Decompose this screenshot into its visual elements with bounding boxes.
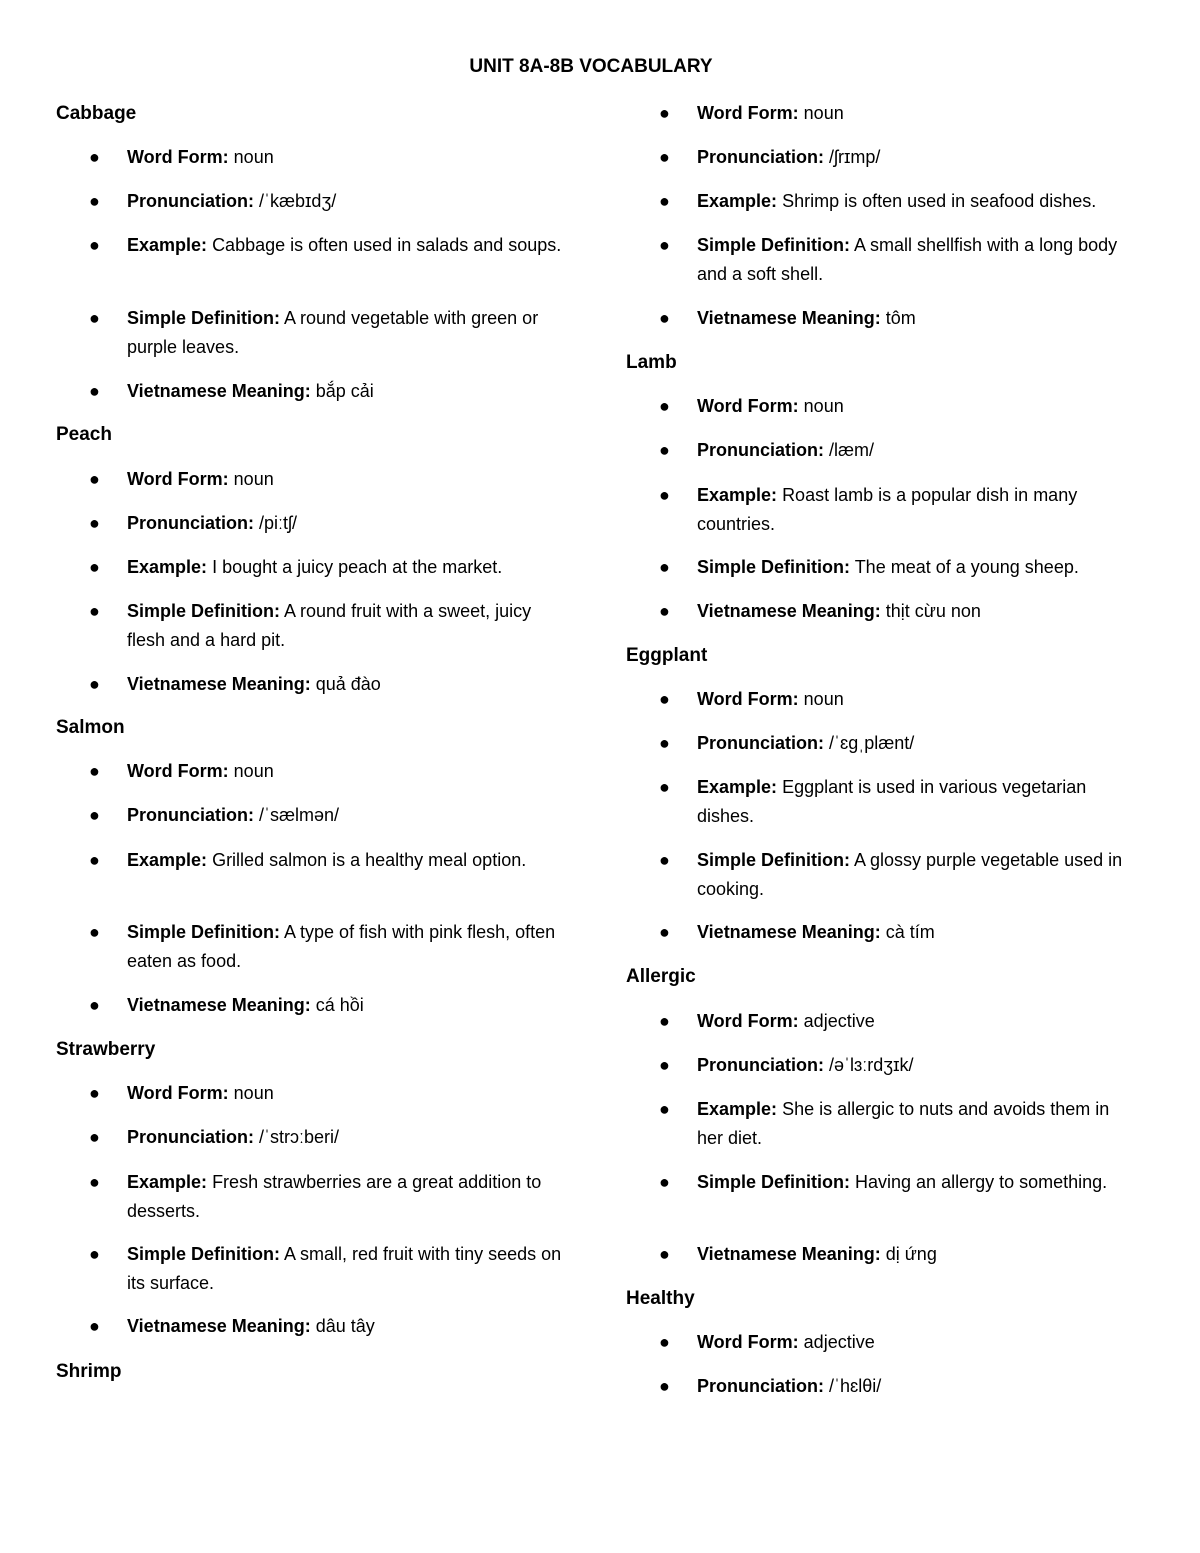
peach-word-form: ● Word Form: noun: [127, 465, 567, 494]
strawberry-example: ● Example: Fresh strawberries are a great addition to desserts.: [127, 1168, 567, 1226]
word-heading-healthy: Healthy: [626, 1288, 695, 1309]
bullet-icon: ●: [659, 485, 670, 505]
lamb-definition: ● Simple Definition: The meat of a young sheep.: [697, 553, 1137, 582]
bullet-icon: ●: [659, 557, 670, 577]
eggplant-definition: ● Simple Definition: A glossy purple vegetable used in cooking.: [697, 846, 1137, 904]
bullet-icon: ●: [659, 1376, 670, 1396]
shrimp-vietnamese: ● Vietnamese Meaning: tôm: [697, 304, 1137, 333]
lamb-word-form: ● Word Form: noun: [697, 392, 1137, 421]
eggplant-vietnamese: ● Vietnamese Meaning: cà tím: [697, 918, 1137, 947]
word-heading-peach: Peach: [56, 424, 112, 445]
lamb-pronunciation: ● Pronunciation: /læm/: [697, 436, 1137, 465]
bullet-icon: ●: [659, 1099, 670, 1119]
allergic-pronunciation: ● Pronunciation: /əˈlɜːrdʒɪk/: [697, 1051, 1137, 1080]
allergic-example: ● Example: She is allergic to nuts and avoids them in her diet.: [697, 1095, 1137, 1153]
bullet-icon: ●: [89, 601, 100, 621]
bullet-icon: ●: [659, 235, 670, 255]
bullet-icon: ●: [89, 557, 100, 577]
cabbage-word-form: ● Word Form: noun: [127, 143, 567, 172]
cabbage-example: ● Example: Cabbage is often used in salads and soups.: [127, 231, 567, 260]
bullet-icon: ●: [89, 805, 100, 825]
salmon-example: ● Example: Grilled salmon is a healthy meal option.: [127, 846, 567, 875]
bullet-icon: ●: [659, 440, 670, 460]
bullet-icon: ●: [89, 674, 100, 694]
eggplant-word-form: ● Word Form: noun: [697, 685, 1137, 714]
lamb-example: ● Example: Roast lamb is a popular dish in many countries.: [697, 481, 1137, 539]
bullet-icon: ●: [89, 1244, 100, 1264]
salmon-definition: ● Simple Definition: A type of fish with pink flesh, often eaten as food.: [127, 918, 567, 976]
bullet-icon: ●: [659, 396, 670, 416]
bullet-icon: ●: [89, 381, 100, 401]
page-title: UNIT 8A-8B VOCABULARY: [469, 56, 713, 77]
bullet-icon: ●: [659, 308, 670, 328]
word-heading-eggplant: Eggplant: [626, 645, 708, 666]
cabbage-vietnamese: ● Vietnamese Meaning: bắp cải: [127, 377, 567, 406]
healthy-pronunciation: ● Pronunciation: /ˈhɛlθi/: [697, 1372, 1137, 1401]
shrimp-example: ● Example: Shrimp is often used in seafood dishes.: [697, 187, 1137, 216]
lamb-vietnamese: ● Vietnamese Meaning: thịt cừu non: [697, 597, 1137, 626]
word-heading-lamb: Lamb: [626, 352, 677, 373]
bullet-icon: ●: [659, 1055, 670, 1075]
bullet-icon: ●: [659, 733, 670, 753]
word-heading-salmon: Salmon: [56, 717, 125, 738]
peach-definition: ● Simple Definition: A round fruit with a sweet, juicy flesh and a hard pit.: [127, 597, 567, 655]
word-heading-allergic: Allergic: [626, 966, 696, 987]
bullet-icon: ●: [659, 191, 670, 211]
bullet-icon: ●: [89, 1316, 100, 1336]
bullet-icon: ●: [89, 308, 100, 328]
bullet-icon: ●: [89, 761, 100, 781]
bullet-icon: ●: [659, 147, 670, 167]
peach-vietnamese: ● Vietnamese Meaning: quả đào: [127, 670, 567, 699]
allergic-word-form: ● Word Form: adjective: [697, 1007, 1137, 1036]
word-heading-shrimp: Shrimp: [56, 1361, 122, 1382]
shrimp-word-form: ● Word Form: noun: [697, 99, 1137, 128]
cabbage-definition: ● Simple Definition: A round vegetable with green or purple leaves.: [127, 304, 567, 362]
word-heading-cabbage: Cabbage: [56, 103, 137, 124]
bullet-icon: ●: [659, 1244, 670, 1264]
peach-pronunciation: ● Pronunciation: /piːtʃ/: [127, 509, 567, 538]
strawberry-pronunciation: ● Pronunciation: /ˈstrɔːberi/: [127, 1123, 567, 1152]
bullet-icon: ●: [89, 922, 100, 942]
bullet-icon: ●: [89, 147, 100, 167]
peach-example: ● Example: I bought a juicy peach at the market.: [127, 553, 567, 582]
shrimp-definition: ● Simple Definition: A small shellfish with a long body and a soft shell.: [697, 231, 1137, 289]
bullet-icon: ●: [659, 689, 670, 709]
bullet-icon: ●: [659, 1332, 670, 1352]
bullet-icon: ●: [659, 850, 670, 870]
bullet-icon: ●: [89, 1083, 100, 1103]
strawberry-word-form: ● Word Form: noun: [127, 1079, 567, 1108]
salmon-vietnamese: ● Vietnamese Meaning: cá hồi: [127, 991, 567, 1020]
bullet-icon: ●: [89, 513, 100, 533]
bullet-icon: ●: [659, 922, 670, 942]
shrimp-pronunciation: ● Pronunciation: /ʃrɪmp/: [697, 143, 1137, 172]
word-heading-strawberry: Strawberry: [56, 1039, 156, 1060]
bullet-icon: ●: [89, 1172, 100, 1192]
bullet-icon: ●: [89, 995, 100, 1015]
healthy-word-form: ● Word Form: adjective: [697, 1328, 1137, 1357]
bullet-icon: ●: [89, 191, 100, 211]
strawberry-vietnamese: ● Vietnamese Meaning: dâu tây: [127, 1312, 567, 1341]
salmon-pronunciation: ● Pronunciation: /ˈsælmən/: [127, 801, 567, 830]
bullet-icon: ●: [659, 777, 670, 797]
allergic-vietnamese: ● Vietnamese Meaning: dị ứng: [697, 1240, 1137, 1269]
cabbage-pronunciation: ● Pronunciation: /ˈkæbɪdʒ/: [127, 187, 567, 216]
bullet-icon: ●: [89, 235, 100, 255]
bullet-icon: ●: [659, 601, 670, 621]
eggplant-pronunciation: ● Pronunciation: /ˈɛɡˌplænt/: [697, 729, 1137, 758]
bullet-icon: ●: [89, 850, 100, 870]
bullet-icon: ●: [89, 1127, 100, 1147]
eggplant-example: ● Example: Eggplant is used in various vegetarian dishes.: [697, 773, 1137, 831]
bullet-icon: ●: [659, 1011, 670, 1031]
strawberry-definition: ● Simple Definition: A small, red fruit with tiny seeds on its surface.: [127, 1240, 567, 1298]
bullet-icon: ●: [659, 1172, 670, 1192]
allergic-definition: ● Simple Definition: Having an allergy to something.: [697, 1168, 1137, 1197]
bullet-icon: ●: [89, 469, 100, 489]
bullet-icon: ●: [659, 103, 670, 123]
salmon-word-form: ● Word Form: noun: [127, 757, 567, 786]
